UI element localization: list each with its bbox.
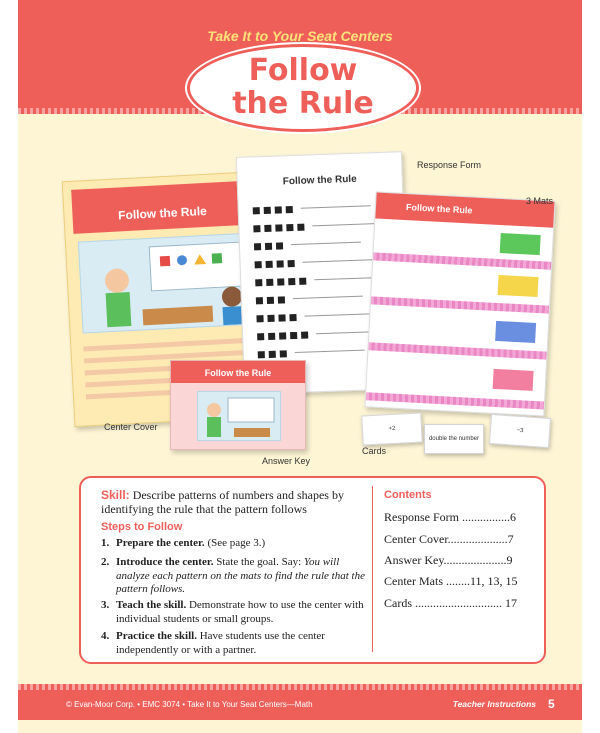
cover-illustration-art [79, 233, 257, 332]
mat-color-box [498, 275, 539, 297]
step-text: Demonstrate how to use the center with individual students or small groups. [116, 599, 364, 625]
mat-band [366, 392, 544, 409]
toc-cards: Cards ............................. 17 [384, 596, 517, 610]
step-title: Prepare the center. [116, 537, 205, 549]
answer-key-image [170, 360, 306, 450]
resp-row [254, 233, 390, 246]
cover-title: Follow the Rule [71, 180, 253, 233]
resp-row [253, 215, 389, 228]
response-form-label: Response Form [417, 160, 482, 170]
step-2 [101, 556, 371, 597]
mat-color-box [500, 233, 541, 255]
toc-center-mats: Center Mats ........11, 13, 15 [384, 574, 518, 588]
skill [101, 488, 366, 516]
resp-row [254, 251, 390, 264]
series-title: Take It to Your Seat Centers [207, 28, 393, 44]
title-line-1: Follow [248, 53, 358, 88]
mat-color-box [493, 369, 534, 391]
step-number: 2. [101, 556, 110, 568]
mats-label: 3 Mats [526, 196, 554, 206]
skill-label: Skill: [101, 488, 130, 502]
cover-illustration [78, 232, 259, 333]
footer-copyright: © Evan-Moor Corp. • EMC 3074 • Take It to Your Seat Centers—Math [66, 700, 313, 709]
step-title: Practice the skill. [116, 630, 197, 642]
step-title: Teach the skill. [116, 599, 187, 611]
step-number: 4. [101, 630, 110, 642]
step-text: State the goal. Say: [213, 556, 304, 568]
mat-band [373, 252, 551, 269]
toc-response-form: Response Form ................6 [384, 510, 516, 524]
cards-label: Cards [362, 446, 387, 456]
card-plus-2: +2 [361, 412, 422, 445]
answer-illustration [197, 391, 281, 441]
skill-text: Describe patterns of numbers and shapes by identifying the rule that the pattern follows [101, 488, 344, 516]
step-1 [101, 537, 371, 551]
page-number: 5 [548, 697, 555, 711]
contents-heading: Contents [384, 489, 432, 501]
step-4 [101, 630, 371, 657]
mat-band [371, 296, 549, 313]
title-line-2: the Rule [232, 86, 374, 121]
step-text: Have students use the center independently or with a partner. [116, 630, 325, 656]
step-text: (See page 3.) [204, 537, 266, 549]
mat-color-box [495, 321, 536, 343]
steps-heading: Steps to Follow [101, 521, 183, 533]
step-quote: You will analyze each pattern on the mats to find the rule that the pattern follows. [116, 556, 365, 595]
answer-illustration-art [198, 392, 280, 440]
mats-image [364, 191, 555, 416]
step-number: 1. [101, 537, 110, 549]
card-double: double the number [424, 424, 484, 454]
answer-title: Follow the Rule [171, 361, 305, 383]
mats-title: Follow the Rule [375, 192, 554, 227]
card-minus-3: −3 [489, 414, 551, 448]
step-number: 3. [101, 599, 110, 611]
resp-row [252, 197, 388, 210]
toc-center-cover: Center Cover....................7 [384, 532, 514, 546]
answer-key-label: Answer Key [262, 456, 311, 466]
response-title: Follow the Rule [282, 173, 357, 188]
mat-band [368, 342, 546, 359]
page-title [187, 54, 419, 120]
step-3 [101, 599, 371, 626]
center-cover-label: Center Cover [104, 422, 158, 432]
step-title: Introduce the center. [116, 556, 214, 568]
footer-section: Teacher Instructions [452, 699, 536, 709]
info-divider [372, 486, 373, 652]
toc-answer-key: Answer Key.....................9 [384, 553, 513, 567]
